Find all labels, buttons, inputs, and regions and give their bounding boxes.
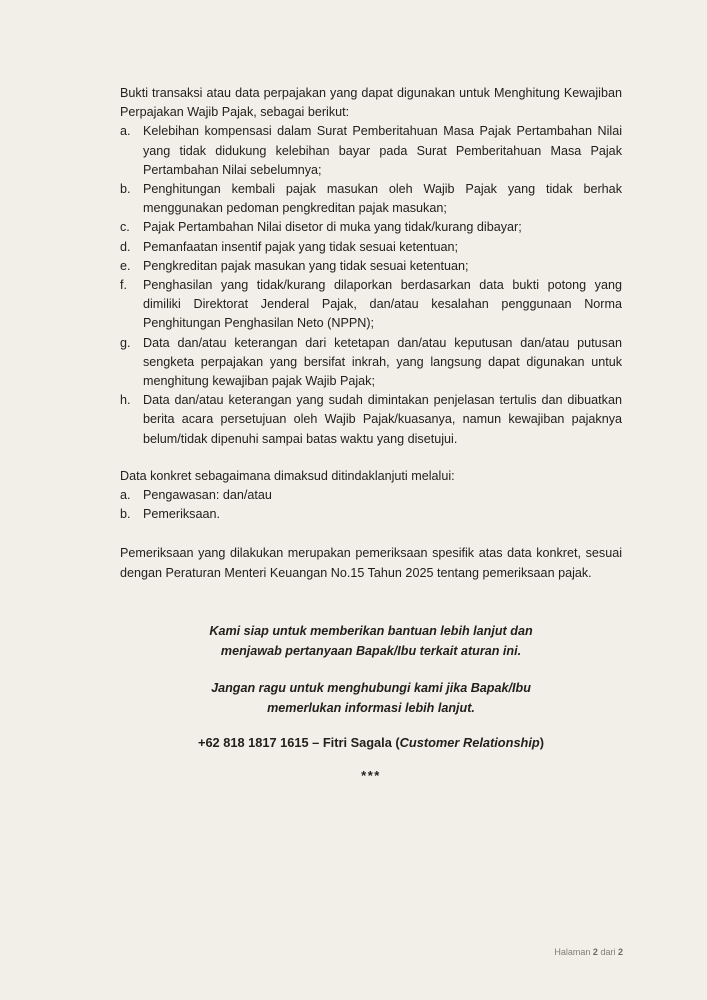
list-item-text: Pemeriksaan. xyxy=(143,507,220,522)
list-item-marker: b. xyxy=(120,507,131,522)
list-item-text: Kelebihan kompensasi dalam Surat Pemberitahuan Masa Pajak Pertambahan Nilai yang tidak didukung kelebihan bayar pada Surat Pemberitahuan Masa Pajak Pertambahan Nilai sebelumnya; xyxy=(143,124,622,177)
list-item-text: Data dan/atau keterangan dari ketetapan dan/atau keputusan dan/atau putusan sengketa perpajakan yang bersifat inkrah, yang langsung dapat digunakan untuk menghitung kewajiban pajak Wajib Pajak; xyxy=(143,335,622,389)
list-item-marker: b. xyxy=(120,182,131,197)
assistance-note-1-line-2: menjawab pertanyaan Bapak/Ibu terkait aturan ini. xyxy=(220,643,522,658)
list-item-marker: d. xyxy=(120,239,131,254)
page-footer xyxy=(554,946,623,958)
assistance-note-2-line-2: memerlukan informasi lebih lanjut. xyxy=(267,700,475,715)
list-item-text: Pengkreditan pajak masukan yang tidak sesuai ketentuan; xyxy=(143,258,469,273)
contact-phone-and-name: +62 818 1817 1615 – Fitri Sagala ( xyxy=(197,734,400,750)
list-item xyxy=(120,218,622,237)
document-content xyxy=(120,84,622,785)
list-item-text: Penghasilan yang tidak/kurang dilaporkan berdasarkan data bukti potong yang dimiliki Direktorat Jenderal Pajak, dan/atau kesalahan penggunaan Norma Penghitungan Penghasilan Neto (NPPN); xyxy=(143,278,622,331)
list-item xyxy=(120,276,622,334)
footer-label: Halaman xyxy=(554,947,591,957)
list-item xyxy=(120,122,622,180)
footer-page-number: 2 xyxy=(592,947,598,957)
list-item xyxy=(120,486,622,505)
list-item xyxy=(120,334,622,392)
data-usage-list xyxy=(120,122,622,448)
list-item-text: Pajak Pertambahan Nilai disetor di muka yang tidak/kurang dibayar; xyxy=(143,220,522,235)
list-item-marker: g. xyxy=(120,335,131,350)
list-item-marker: c. xyxy=(120,220,130,235)
followup-section xyxy=(120,467,622,525)
list-item-marker: e. xyxy=(120,258,131,273)
list-item-marker: h. xyxy=(120,393,131,408)
list-item-text: Data dan/atau keterangan yang sudah dimintakan penjelasan tertulis dan dibuatkan berita acara persetujuan oleh Wajib Pajak/kuasanya, namun kewajiban pajaknya belum/tidak dipenuhi sampai batas waktu yang disetujui. xyxy=(143,393,622,446)
contact-role: Customer Relationship xyxy=(399,734,540,750)
closing-paragraph: Pemeriksaan yang dilakukan merupakan pemeriksaan spesifik atas data konkret, sesuai dengan Peraturan Menteri Keuangan No.15 Tahun 2025 tentang pemeriksaan pajak. xyxy=(120,546,622,580)
assistance-note-1 xyxy=(120,621,622,661)
list-item xyxy=(120,180,622,218)
list-item xyxy=(120,505,622,524)
followup-list xyxy=(120,486,622,524)
footer-total-pages: 2 xyxy=(617,947,623,957)
contact-close-paren: ) xyxy=(539,734,545,750)
followup-intro: Data konkret sebagaimana dimaksud ditindaklanjuti melalui: xyxy=(120,468,455,483)
list-item-text: Pengawasan: dan/atau xyxy=(143,488,272,503)
assistance-note-2 xyxy=(120,678,622,718)
assistance-note-2-line-1: Jangan ragu untuk menghubungi kami jika Bapak/Ibu xyxy=(211,680,531,695)
list-item-text: Penghitungan kembali pajak masukan oleh Wajib Pajak yang tidak berhak menggunakan pedoman pengkreditan pajak masukan; xyxy=(143,182,622,216)
intro-paragraph: Bukti transaksi atau data perpajakan yang dapat digunakan untuk Menghitung Kewajiban Perpajakan Wajib Pajak, sebagai berikut: xyxy=(120,86,622,120)
list-item-marker: a. xyxy=(120,488,131,503)
list-item-marker: a. xyxy=(120,124,131,139)
document-end-mark: *** xyxy=(361,767,381,783)
list-item xyxy=(120,238,622,257)
list-item xyxy=(120,391,622,449)
footer-separator: dari xyxy=(600,947,616,957)
contact-line xyxy=(120,734,622,752)
list-item-marker: f. xyxy=(120,278,127,293)
list-item-text: Pemanfaatan insentif pajak yang tidak sesuai ketentuan; xyxy=(143,239,459,254)
list-item xyxy=(120,257,622,276)
assistance-note-1-line-1: Kami siap untuk memberikan bantuan lebih lanjut dan xyxy=(209,623,533,638)
